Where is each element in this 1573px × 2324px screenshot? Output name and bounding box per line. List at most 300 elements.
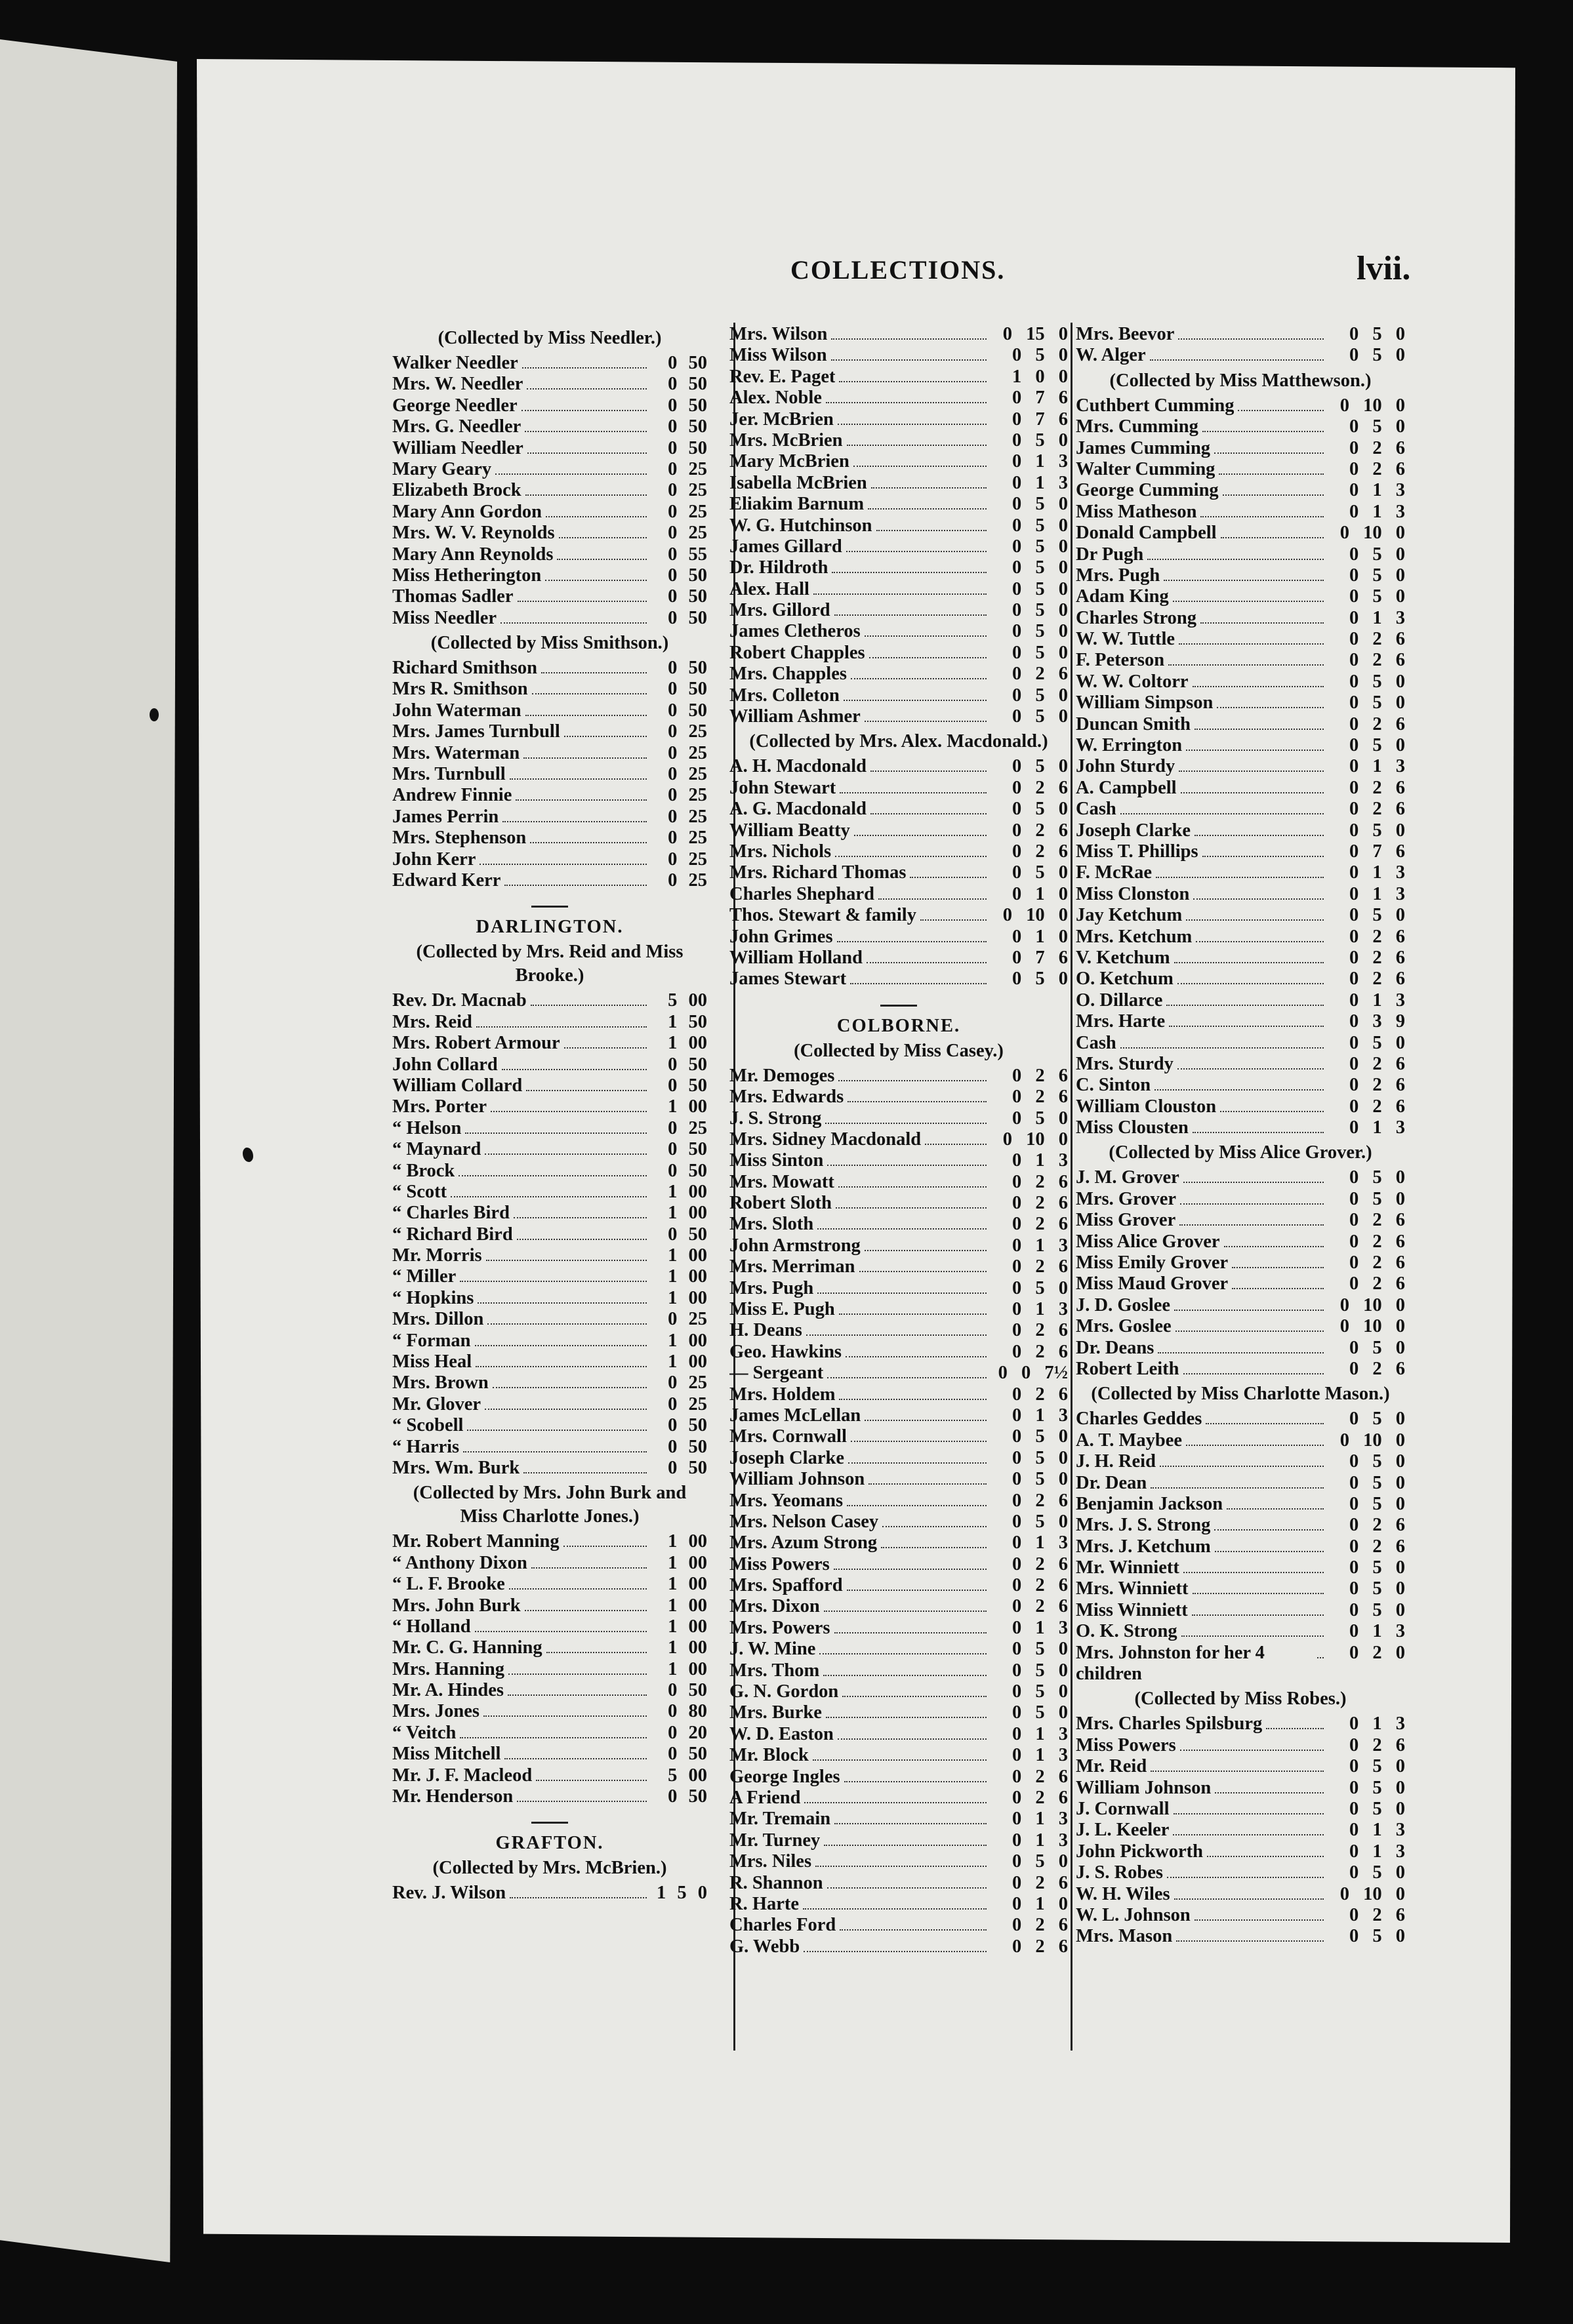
contribution-amount: 0 50	[668, 586, 707, 607]
contribution-row	[729, 1681, 1068, 1702]
dot-leader	[563, 1546, 647, 1547]
contribution-row	[392, 870, 707, 891]
dot-leader	[1158, 1352, 1324, 1353]
contribution-amount: 0 15 0	[1002, 324, 1068, 344]
contributor-name: Mr. C. G. Hanning	[392, 1637, 542, 1658]
contributor-name: Dr. Deans	[1076, 1337, 1154, 1358]
contributor-name: Cash	[1076, 1032, 1116, 1053]
contribution-row	[729, 1745, 1068, 1766]
contribution-row	[1076, 692, 1405, 713]
dot-leader	[842, 1696, 987, 1697]
contribution-amount: 0 5 0	[1012, 706, 1068, 727]
contribution-row	[1076, 1515, 1405, 1536]
contribution-row	[729, 756, 1068, 777]
dot-leader	[1177, 983, 1324, 984]
dot-leader	[1179, 643, 1324, 645]
dot-leader	[846, 1356, 987, 1357]
contribution-amount: 0 5 0	[1349, 544, 1405, 565]
contribution-row	[392, 502, 707, 523]
page-number: lvii.	[1357, 250, 1411, 287]
collector-heading: (Collected by Miss Casey.)	[794, 1040, 1004, 1061]
contributor-name: Charles Strong	[1076, 607, 1196, 628]
contributor-name: A. T. Maybee	[1076, 1430, 1183, 1451]
contribution-row	[729, 473, 1068, 494]
contributor-name: Mrs. Powers	[729, 1617, 830, 1638]
contribution-row	[392, 1765, 707, 1786]
contribution-row	[392, 1616, 707, 1637]
contribution-amount: 0 5 0	[1012, 1511, 1068, 1532]
contribution-row	[729, 1256, 1068, 1277]
contribution-row	[1076, 1884, 1405, 1905]
contribution-amount: 0 50	[668, 1436, 707, 1457]
facing-page-edge	[0, 39, 177, 2262]
dot-leader	[1174, 1898, 1324, 1900]
contribution-row	[729, 1915, 1068, 1936]
dot-leader	[518, 601, 647, 602]
collector-heading: (Collected by Miss Robes.)	[1134, 1689, 1347, 1710]
contribution-row	[1076, 650, 1405, 671]
dot-leader	[1177, 1068, 1324, 1070]
contribution-row	[1076, 565, 1405, 586]
contributor-name: Mrs. Stephenson	[392, 828, 527, 849]
contribution-row	[729, 1235, 1068, 1256]
contribution-amount: 0 5 0	[1349, 1578, 1405, 1599]
dot-leader	[502, 821, 647, 822]
contributor-name: “ L. F. Brooke	[392, 1574, 505, 1595]
contribution-amount: 0 5 0	[1349, 1032, 1405, 1053]
contributor-name: O. Ketchum	[1076, 969, 1174, 990]
contributor-name: Mary Ann Reynolds	[392, 544, 554, 565]
contribution-amount: 0 1 3	[1349, 607, 1405, 628]
contribution-amount: 0 5 0	[1012, 1447, 1068, 1468]
contribution-row	[392, 1266, 707, 1287]
contributor-name: J. W. Mine	[729, 1639, 816, 1660]
contribution-amount: 0 5 0	[1012, 621, 1068, 642]
contribution-row	[729, 367, 1068, 388]
dot-leader	[840, 792, 987, 793]
contribution-row	[729, 1384, 1068, 1405]
contribution-row	[1076, 1778, 1405, 1799]
dot-leader	[847, 445, 987, 446]
contribution-amount: 1 00	[668, 1245, 707, 1266]
contribution-amount: 0 50	[668, 1075, 707, 1096]
contribution-amount: 1 50	[668, 1011, 707, 1032]
contribution-row	[1076, 1338, 1405, 1359]
page-title: COLLECTIONS.	[790, 255, 1006, 285]
dot-leader	[504, 1758, 647, 1759]
contribution-row	[729, 1448, 1068, 1469]
contributor-name: Miss Wilson	[729, 345, 827, 366]
column-divider	[1071, 323, 1072, 2051]
contribution-row	[1076, 1054, 1405, 1075]
dot-leader	[486, 1260, 647, 1261]
dot-leader	[1173, 1834, 1324, 1835]
contribution-amount: 0 1 3	[1012, 1617, 1068, 1638]
contribution-amount: 0 7 6	[1012, 388, 1068, 409]
contributor-name: Alex. Noble	[729, 388, 822, 409]
dot-leader	[1232, 1288, 1324, 1289]
dot-leader	[525, 1610, 647, 1611]
contribution-amount: 0 10 0	[1339, 523, 1405, 544]
dot-leader	[1147, 559, 1324, 560]
contribution-row	[392, 565, 707, 586]
contribution-row	[392, 1224, 707, 1245]
contribution-row	[392, 1415, 707, 1436]
contributor-name: Mrs. Nichols	[729, 841, 832, 862]
contributor-name: G. Webb	[729, 1936, 800, 1957]
contribution-row	[1076, 1075, 1405, 1096]
contribution-row	[392, 721, 707, 742]
contributor-name: Mary Ann Gordon	[392, 501, 542, 522]
contribution-amount: 0 5 0	[1349, 416, 1405, 437]
contribution-row	[729, 1172, 1068, 1193]
contributor-name: “ Holland	[392, 1616, 471, 1637]
contribution-row	[392, 1680, 707, 1701]
contribution-row	[1076, 1033, 1405, 1054]
dot-leader	[813, 1759, 987, 1761]
contribution-amount: 1 00	[668, 1637, 707, 1658]
dot-leader	[813, 593, 987, 595]
contributor-name: Mrs. Colleton	[729, 685, 840, 706]
contribution-amount: 0 2 6	[1012, 1214, 1068, 1235]
contributor-name: J. D. Goslee	[1076, 1294, 1171, 1315]
contribution-amount: 0 5 0	[1349, 1188, 1405, 1209]
contributor-name: “ Helson	[392, 1117, 462, 1138]
contribution-amount: 0 2 6	[1012, 664, 1068, 685]
dot-leader	[835, 856, 987, 857]
dot-leader	[870, 813, 987, 814]
contribution-row	[392, 849, 707, 870]
dot-leader	[500, 622, 647, 624]
contribution-row	[1076, 1295, 1405, 1316]
contributor-name: Mr. Winniett	[1076, 1557, 1179, 1578]
dot-leader	[1180, 1750, 1324, 1751]
contributor-name: James Stewart	[729, 969, 847, 990]
dot-leader	[859, 1271, 987, 1272]
contribution-row	[729, 1575, 1068, 1596]
contribution-row	[729, 1767, 1068, 1788]
contribution-amount: 0 10 0	[1339, 1294, 1405, 1315]
dot-leader	[865, 635, 987, 637]
contributor-name: Mrs. Chapples	[729, 664, 847, 685]
contribution-amount: 0 1 0	[1012, 926, 1068, 947]
contributor-name: Mrs. Yeomans	[729, 1490, 844, 1511]
contributor-name: Miss Heal	[392, 1352, 472, 1372]
contribution-amount: 0 2 6	[1012, 1872, 1068, 1893]
contributor-name: John Waterman	[392, 700, 521, 721]
contributor-name: Robert Sloth	[729, 1193, 832, 1214]
contribution-row	[1076, 884, 1405, 905]
contribution-row	[392, 1033, 707, 1054]
contributor-name: Mary Geary	[392, 458, 492, 479]
dot-leader	[1317, 1657, 1324, 1658]
contribution-row	[1076, 324, 1405, 345]
contribution-amount: 0 2 6	[1349, 1210, 1405, 1231]
contribution-amount: 1 00	[668, 1658, 707, 1679]
contribution-amount: 0 2 6	[1012, 1766, 1068, 1787]
contribution-row	[1076, 1409, 1405, 1430]
contribution-amount: 0 5 0	[1012, 515, 1068, 536]
contribution-amount: 0 5 0	[1012, 1681, 1068, 1702]
contributor-name: Geo. Hawkins	[729, 1341, 842, 1362]
contribution-row	[729, 969, 1068, 990]
contribution-row	[392, 523, 707, 544]
dot-leader	[1151, 1771, 1324, 1772]
contribution-amount: 0 5 0	[1349, 586, 1405, 607]
contributor-name: Mrs. Reid	[392, 1011, 472, 1032]
contribution-row	[729, 451, 1068, 472]
collector-heading: (Collected by Mrs. Alex. Macdonald.)	[749, 731, 1048, 752]
contributor-name: Mrs. Porter	[392, 1096, 487, 1117]
contributor-name: James Cumming	[1076, 437, 1211, 458]
contribution-row	[729, 1936, 1068, 1957]
contribution-row	[1076, 1926, 1405, 1947]
contribution-amount: 0 10 0	[1002, 905, 1068, 926]
dot-leader	[1196, 941, 1324, 942]
dot-leader	[806, 1334, 987, 1336]
collector-heading: (Collected by Mrs. Reid and Miss Brooke.)	[416, 942, 684, 986]
contribution-row	[392, 480, 707, 501]
contribution-amount: 5 00	[668, 1765, 707, 1786]
dot-leader	[476, 1366, 647, 1367]
contribution-row	[392, 1182, 707, 1203]
contribution-amount: 0 2 6	[1349, 1252, 1405, 1273]
contribution-row	[392, 700, 707, 721]
contribution-row	[392, 1288, 707, 1309]
dot-leader	[1174, 962, 1324, 963]
contributor-name: Mrs. Waterman	[392, 742, 520, 763]
contributor-name: Mr. Demoges	[729, 1065, 835, 1086]
contribution-amount: 0 25	[668, 806, 707, 827]
contribution-amount: 0 2 6	[1012, 777, 1068, 798]
contributor-name: “ Maynard	[392, 1139, 481, 1160]
dot-leader	[1266, 1728, 1324, 1729]
contribution-row	[392, 586, 707, 607]
contribution-row	[729, 1724, 1068, 1745]
contribution-amount: 0 2 6	[1349, 1734, 1405, 1755]
dot-leader	[460, 1281, 647, 1282]
contributor-name: “ Brock	[392, 1160, 455, 1181]
dot-leader	[527, 388, 647, 390]
contributor-name: J. H. Reid	[1076, 1451, 1156, 1472]
contribution-amount: 0 1 3	[1012, 1150, 1068, 1171]
dot-leader	[910, 877, 987, 878]
contribution-amount: 0 50	[668, 353, 707, 373]
contributor-name: Mrs. James Turnbull	[392, 721, 560, 742]
contribution-row	[1076, 778, 1405, 799]
contribution-row	[1076, 905, 1405, 926]
contributor-name: Benjamin Jackson	[1076, 1493, 1223, 1514]
dot-leader	[1167, 1877, 1324, 1878]
contribution-row	[729, 799, 1068, 820]
dot-leader	[525, 715, 647, 716]
dot-leader	[839, 381, 987, 382]
dot-leader	[831, 338, 987, 340]
contribution-amount: 0 2 6	[1012, 1596, 1068, 1617]
collector-heading: (Collected by Miss Smithson.)	[430, 633, 669, 654]
contribution-amount: 0 5 0	[1349, 1599, 1405, 1620]
contribution-row	[392, 1553, 707, 1574]
contributor-name: Miss Alice Grover	[1076, 1231, 1220, 1252]
contributor-name: Mary McBrien	[729, 451, 849, 472]
dot-leader	[525, 431, 647, 432]
dot-leader	[1169, 1026, 1324, 1027]
dot-leader	[1200, 516, 1324, 517]
contribution-row	[1076, 735, 1405, 756]
contribution-amount: 0 1 3	[1012, 1745, 1068, 1766]
contribution-amount: 0 10 0	[1339, 1430, 1405, 1451]
contribution-row	[392, 1574, 707, 1595]
dot-leader	[463, 1451, 647, 1452]
contribution-amount: 0 5 0	[1349, 1451, 1405, 1472]
contribution-amount: 0 2 6	[1012, 1384, 1068, 1405]
contribution-amount: 0 2 6	[1012, 1490, 1068, 1511]
contribution-row	[392, 1883, 707, 1904]
contribution-amount: 0 5 0	[1349, 820, 1405, 841]
contribution-row	[392, 764, 707, 785]
dot-leader	[541, 672, 647, 673]
contribution-row	[729, 1491, 1068, 1512]
dot-leader	[1156, 877, 1324, 878]
dot-leader	[844, 700, 987, 701]
contributor-name: George Cumming	[1076, 480, 1219, 501]
contribution-amount: 0 2 6	[1349, 1231, 1405, 1252]
contribution-row	[392, 1245, 707, 1266]
dot-leader	[826, 402, 987, 403]
contribution-amount: 0 2 6	[1349, 777, 1405, 798]
dot-leader	[523, 1472, 647, 1473]
contributor-name: James Cletheros	[729, 621, 861, 642]
dot-leader	[1193, 686, 1324, 687]
contributor-name: Mrs. W. Needler	[392, 374, 523, 395]
contribution-row	[729, 1320, 1068, 1341]
contribution-row	[392, 395, 707, 416]
contributor-name: Miss Powers	[1076, 1734, 1176, 1755]
dot-leader	[870, 771, 987, 772]
contribution-amount: 0 5 0	[1349, 345, 1405, 366]
contribution-row	[1076, 1494, 1405, 1515]
contribution-amount: 0 25	[668, 870, 707, 891]
contribution-row	[1076, 756, 1405, 777]
contribution-row	[392, 1786, 707, 1807]
dot-leader	[826, 1717, 987, 1718]
contribution-amount: 0 2 6	[1349, 1904, 1405, 1925]
dot-leader	[847, 1590, 987, 1591]
contribution-row	[392, 1054, 707, 1075]
contribution-amount: 0 5 0	[1012, 862, 1068, 883]
contributor-name: Mrs. Pugh	[729, 1277, 814, 1298]
dot-leader	[526, 1090, 647, 1091]
dot-leader	[514, 1217, 647, 1218]
contribution-amount: 0 25	[668, 523, 707, 544]
contribution-amount: 0 5 0	[1349, 1409, 1405, 1430]
contribution-amount: 0 2 6	[1012, 1575, 1068, 1596]
contribution-row	[1076, 1096, 1405, 1117]
contributor-name: Miss Matheson	[1076, 501, 1197, 522]
contribution-amount: 0 50	[668, 1415, 707, 1436]
town-heading: DARLINGTON.	[476, 917, 624, 938]
dot-leader	[1160, 1466, 1324, 1467]
contribution-amount: 0 50	[668, 437, 707, 458]
contribution-row	[392, 1637, 707, 1658]
contribution-row	[392, 1139, 707, 1160]
contributor-name: Mr. A. Hindes	[392, 1680, 504, 1701]
dot-leader	[854, 835, 987, 836]
contributor-name: A. H. Macdonald	[729, 756, 867, 777]
dot-leader	[1154, 1089, 1324, 1091]
contribution-amount: 0 2 0	[1349, 1642, 1405, 1663]
dot-leader	[1174, 1310, 1324, 1311]
contribution-amount: 1 00	[668, 1330, 707, 1351]
dot-leader	[1200, 622, 1324, 624]
dot-leader	[476, 1026, 647, 1028]
contribution-row	[729, 621, 1068, 642]
contribution-amount: 0 2 6	[1349, 926, 1405, 947]
contribution-row	[1076, 862, 1405, 883]
contributor-name: William Clouston	[1076, 1096, 1217, 1117]
contributor-name: Rev. E. Paget	[729, 366, 836, 387]
contribution-row	[392, 1458, 707, 1479]
contributor-name: Isabella McBrien	[729, 472, 867, 493]
dot-leader	[1193, 1593, 1324, 1594]
dot-leader	[834, 614, 987, 616]
dot-leader	[1166, 1005, 1324, 1006]
contribution-amount: 0 5 0	[1012, 1851, 1068, 1872]
contributor-name: A Friend	[729, 1788, 801, 1808]
contributor-name: Richard Smithson	[392, 658, 537, 679]
contributor-name: Mrs. Goslee	[1076, 1316, 1172, 1337]
contribution-row	[1076, 820, 1405, 841]
contributor-name: Mrs. Jones	[392, 1701, 480, 1722]
contribution-row	[729, 1426, 1068, 1447]
dot-leader	[881, 1547, 987, 1548]
contributor-name: Miss T. Phillips	[1076, 841, 1198, 862]
contribution-row	[392, 1203, 707, 1224]
dot-leader	[851, 1441, 987, 1442]
dot-leader	[1214, 1529, 1324, 1531]
dot-leader	[523, 757, 647, 759]
contribution-amount: 0 50	[668, 1139, 707, 1160]
contributor-name: Walker Needler	[392, 353, 518, 373]
contributor-name: Mrs. Holdem	[729, 1384, 836, 1405]
contributor-name: James Gillard	[729, 536, 842, 557]
contribution-amount: 1 00	[668, 1203, 707, 1224]
contribution-amount: 0 2 6	[1349, 1273, 1405, 1294]
contributor-name: Donald Campbell	[1076, 523, 1217, 544]
contributor-name: “ Veitch	[392, 1722, 457, 1743]
dot-leader	[1183, 1572, 1324, 1573]
contribution-amount: 0 2 6	[1012, 1915, 1068, 1936]
contribution-amount: 0 50	[668, 374, 707, 395]
contributor-name: Mrs. Mason	[1076, 1926, 1173, 1947]
contributor-name: Mrs. Sidney Macdonald	[729, 1129, 922, 1150]
contributor-name: Mrs. Winniett	[1076, 1578, 1189, 1599]
contribution-amount: 0 1 3	[1012, 1830, 1068, 1851]
contributor-name: Mrs. Beevor	[1076, 324, 1175, 344]
contributor-name: “ Richard Bird	[392, 1224, 513, 1245]
dot-leader	[493, 1387, 647, 1388]
dot-leader	[495, 473, 647, 475]
contributor-name: Mrs. Niles	[729, 1851, 812, 1872]
dot-leader	[485, 1153, 647, 1155]
contribution-amount: 0 7 6	[1349, 841, 1405, 862]
contribution-amount: 0 25	[668, 1309, 707, 1330]
contribution-row	[729, 1405, 1068, 1426]
contributor-name: W. G. Hutchinson	[729, 515, 872, 536]
contributor-name: “ Scobell	[392, 1415, 464, 1436]
dot-leader	[803, 1908, 987, 1910]
margin-mark	[243, 1148, 253, 1162]
